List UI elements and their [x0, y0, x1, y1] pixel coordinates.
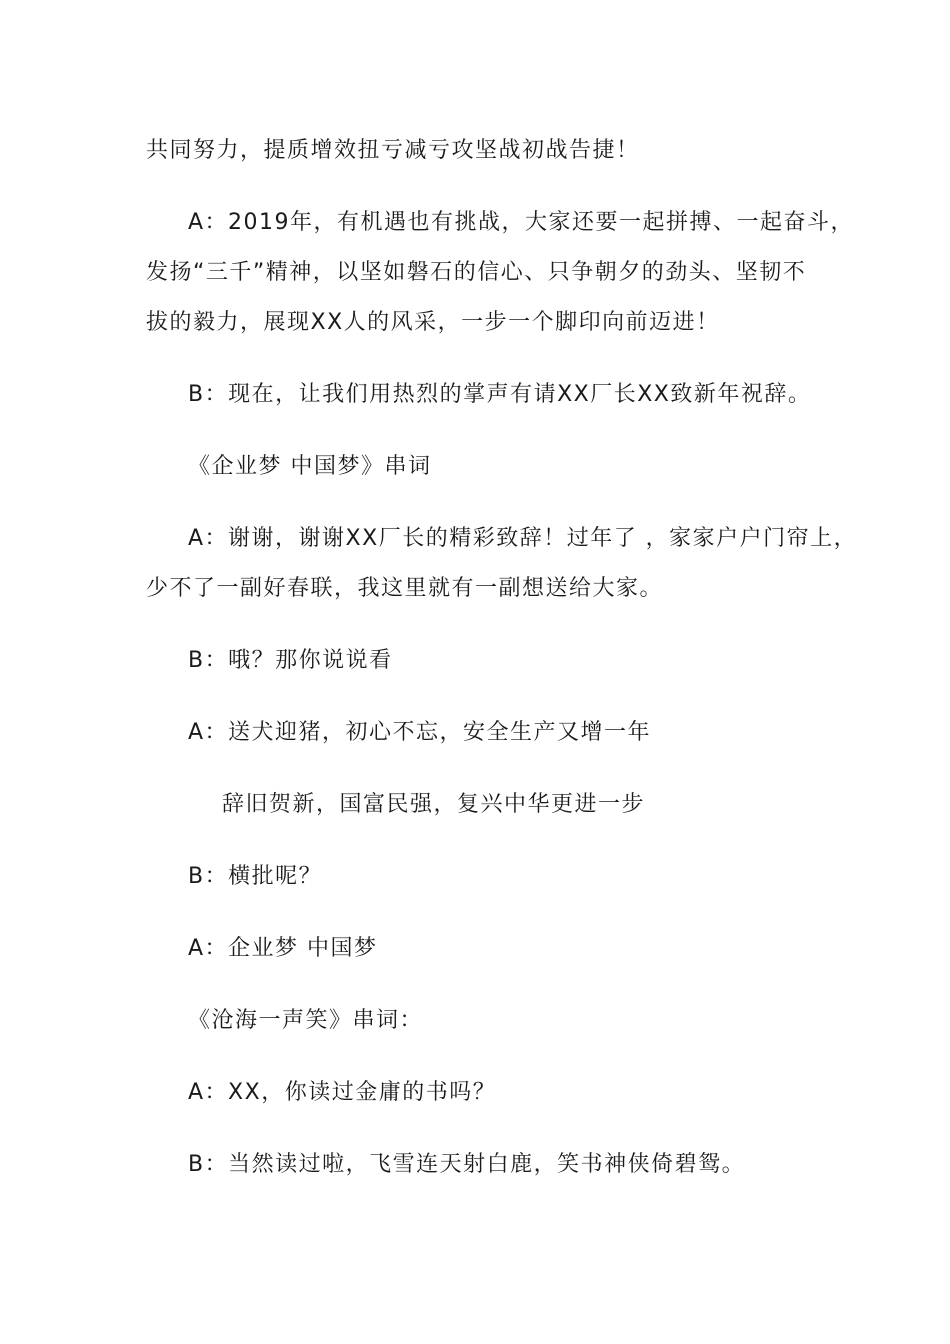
text-line: 共同努力，提质增效扭亏减亏攻坚战初战告捷！: [146, 138, 640, 163]
text-line: 发扬“三千”精神，以坚如磐石的信心、只争朝夕的劲头、坚韧不: [146, 260, 807, 285]
dialogue-line: A：2019年，有机遇也有挑战，大家还要一起拼搏、一起奋斗，: [188, 210, 855, 235]
dialogue-line: B：现在，让我们用热烈的掌声有请XX厂长XX致新年祝辞。: [188, 382, 812, 407]
text-line: 拔的毅力，展现XX人的风采，一步一个脚印向前迈进！: [146, 310, 720, 335]
dialogue-line: A：企业梦 中国梦: [188, 936, 378, 961]
section-heading: 《企业梦 中国梦》串词: [188, 454, 432, 479]
dialogue-line: B：哦？那你说说看: [188, 648, 393, 673]
dialogue-line: A：谢谢，谢谢XX厂长的精彩致辞！过年了 ，家家户户门帘上，: [188, 526, 858, 551]
section-heading: 《沧海一声笑》串词：: [188, 1008, 424, 1033]
dialogue-line: B：横批呢？: [188, 864, 323, 889]
dialogue-line: A：XX，你读过金庸的书吗？: [188, 1080, 497, 1105]
dialogue-line: B：当然读过啦，飞雪连天射白鹿，笑书神侠倚碧鸳。: [188, 1152, 746, 1177]
text-line: 少不了一副好春联，我这里就有一副想送给大家。: [146, 576, 664, 601]
dialogue-line: A：送犬迎猪，初心不忘，安全生产又增一年: [188, 720, 652, 745]
couplet-line: 辞旧贺新，国富民强，复兴中华更进一步: [222, 792, 646, 817]
